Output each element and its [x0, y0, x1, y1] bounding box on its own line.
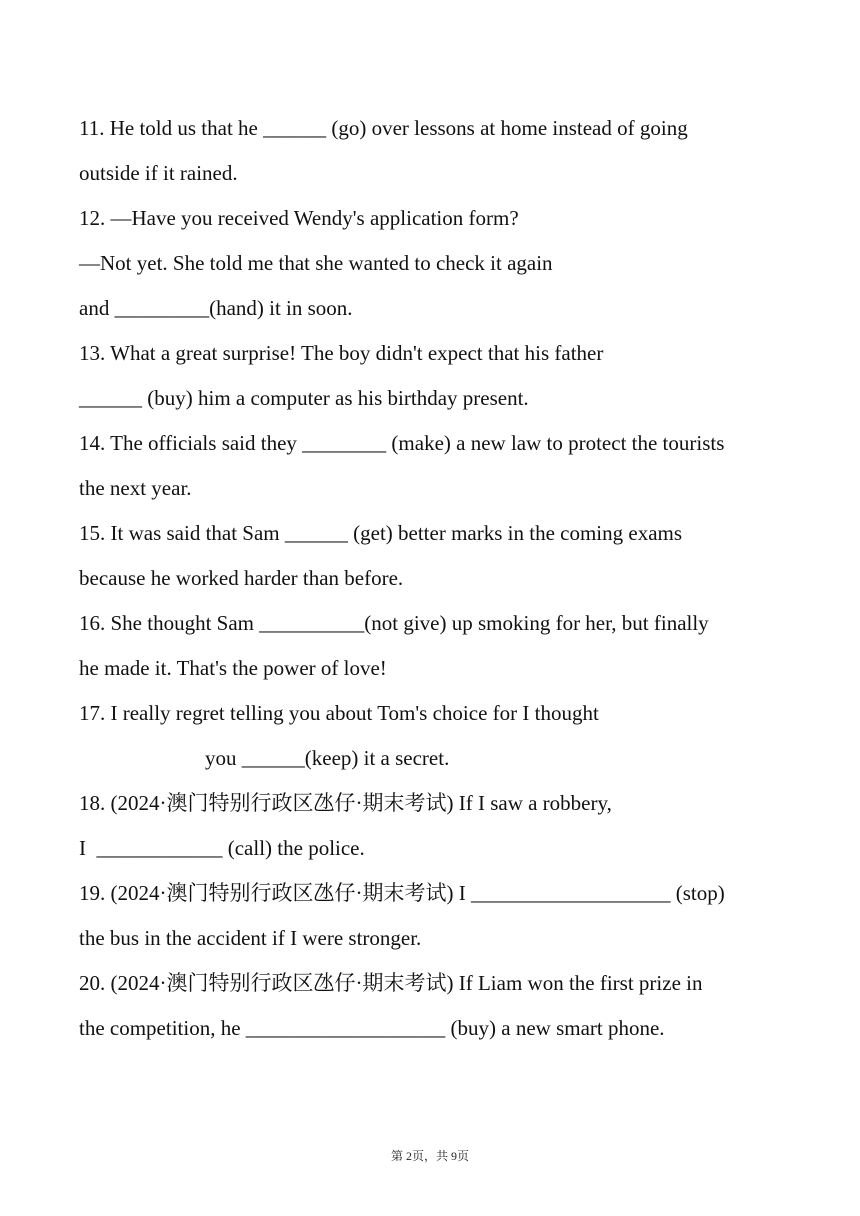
question-15-line-1: 15. It was said that Sam ______ (get) better marks in the coming exams	[79, 521, 683, 545]
question-11-line-2: outside if it rained.	[79, 161, 238, 185]
question-19-line-1: 19. (2024·澳门特别行政区氹仔·期末考试) I ___________________ (stop)	[79, 881, 725, 905]
question-20-line-2: the competition, he ___________________ (buy) a new smart phone.	[79, 1016, 665, 1040]
question-18-line-1: 18. (2024·澳门特别行政区氹仔·期末考试) If I saw a robbery,	[79, 791, 612, 815]
question-12-line-2: —Not yet. She told me that she wanted to check it again	[79, 251, 553, 275]
question-13-line-1: 13. What a great surprise! The boy didn't expect that his father	[79, 341, 604, 365]
question-16-line-1: 16. She thought Sam __________(not give) up smoking for her, but finally	[79, 611, 709, 635]
question-14-line-2: the next year.	[79, 476, 192, 500]
question-13-line-2: ______ (buy) him a computer as his birthday present.	[79, 386, 529, 410]
question-20-line-1: 20. (2024·澳门特别行政区氹仔·期末考试) If Liam won the first prize in	[79, 971, 703, 995]
question-18-line-2: I ____________ (call) the police.	[79, 836, 365, 860]
question-11-line-1: 11. He told us that he ______ (go) over lessons at home instead of going	[79, 116, 688, 140]
question-17-line-2: you ______(keep) it a secret.	[79, 746, 450, 770]
question-12-line-3: and _________(hand) it in soon.	[79, 296, 353, 320]
question-17-line-1: 17. I really regret telling you about Tom's choice for I thought	[79, 701, 599, 725]
question-15-line-2: because he worked harder than before.	[79, 566, 404, 590]
question-16-line-2: he made it. That's the power of love!	[79, 656, 387, 680]
question-19-line-2: the bus in the accident if I were stronger.	[79, 926, 422, 950]
question-14-line-1: 14. The officials said they ________ (make) a new law to protect the tourists	[79, 431, 725, 455]
page-number-footer: 第 2页，共 9页	[390, 1149, 469, 1163]
question-12-line-1: 12. —Have you received Wendy's application form?	[79, 206, 519, 230]
